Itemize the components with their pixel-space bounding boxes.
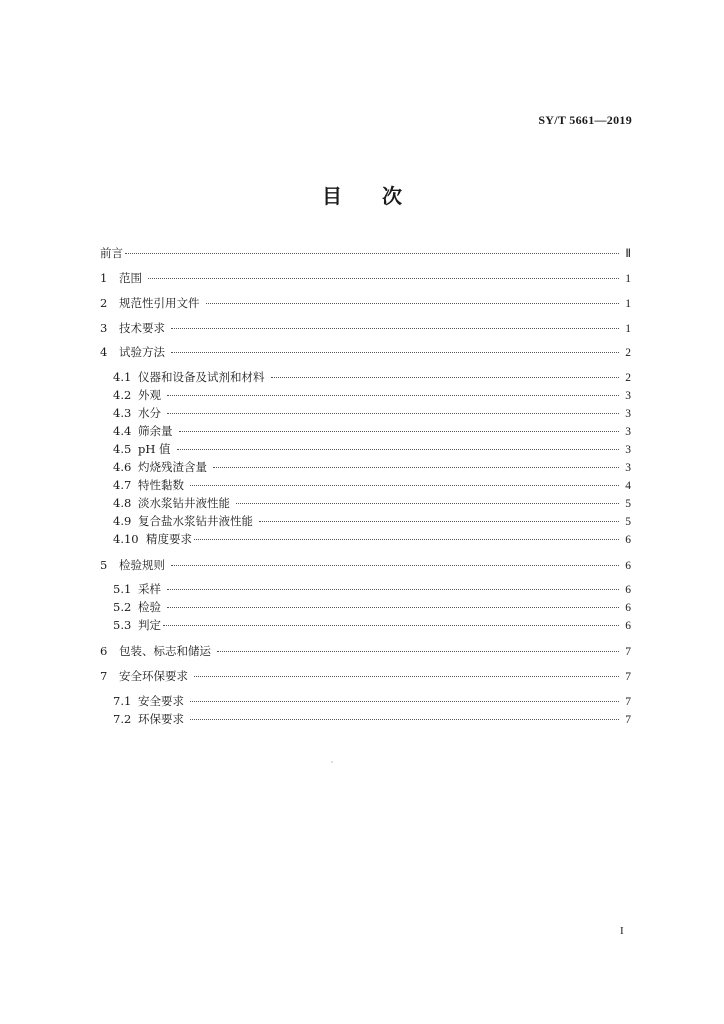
dot-leader	[171, 317, 619, 329]
toc-entry-4-1[interactable]	[113, 369, 631, 385]
dot-leader	[213, 456, 619, 468]
toc-entry-page: 1	[625, 298, 631, 310]
toc-entry-number: 4.9	[113, 514, 132, 528]
toc-entry-number: 4	[100, 345, 108, 359]
toc-entry-page: 5	[625, 516, 631, 528]
toc-entry-label: 筛余量	[138, 424, 173, 438]
toc-entry-number: 6	[100, 644, 108, 658]
page-number: I	[620, 925, 624, 937]
toc-entry-label: 灼烧残渣含量	[138, 460, 207, 474]
toc-entry-4-3[interactable]	[113, 405, 631, 421]
toc-entry-number: 4.6	[113, 460, 132, 474]
toc-entry-number: 2	[100, 296, 108, 310]
toc-entry-label: 包装、标志和储运	[119, 644, 211, 658]
toc-entry-page: 6	[625, 534, 631, 546]
toc-entry-number: 5.2	[113, 600, 132, 614]
toc-entry-label: 水分	[138, 406, 161, 420]
scan-speck	[331, 761, 333, 763]
toc-entry-7[interactable]	[100, 668, 631, 684]
dot-leader	[194, 528, 619, 540]
toc-entry-page: 3	[625, 462, 631, 474]
dot-leader	[171, 554, 619, 566]
dot-leader	[177, 438, 619, 450]
toc-entry-page: 3	[625, 390, 631, 402]
toc-entry-page: 2	[625, 347, 631, 359]
dot-leader	[236, 492, 619, 504]
toc-entry-page: 7	[625, 696, 631, 708]
toc-entry-label: 复合盐水浆钻井液性能	[138, 514, 253, 528]
toc-entry-page: 7	[625, 671, 631, 683]
toc-entry-number: 7.1	[113, 694, 132, 708]
toc-entry-1[interactable]	[100, 270, 631, 286]
toc-entry-number: 4.4	[113, 424, 132, 438]
toc-entry-3[interactable]	[100, 320, 631, 336]
toc-entry-label: 规范性引用文件	[119, 296, 200, 310]
toc-entry-number: 4.3	[113, 406, 132, 420]
toc-entry-label: 仪器和设备及试剂和材料	[138, 370, 265, 384]
toc-entry-number: 7.2	[113, 712, 132, 726]
toc-entry-2[interactable]	[100, 295, 631, 311]
toc-entry-label: 前言	[100, 246, 123, 260]
toc-entry-label: 淡水浆钻井液性能	[138, 496, 230, 510]
toc-entry-page: 3	[625, 426, 631, 438]
dot-leader	[125, 242, 619, 254]
dot-leader	[167, 578, 619, 590]
toc-entry-4-5[interactable]	[113, 441, 631, 457]
toc-entry-number: 5	[100, 558, 108, 572]
toc-entry-4-8[interactable]	[113, 495, 631, 511]
toc-entry-foreword[interactable]	[100, 245, 631, 261]
toc-entry-label: 检验规则	[119, 558, 165, 572]
toc-entry-4-10[interactable]	[113, 531, 631, 547]
toc-entry-5[interactable]	[100, 557, 631, 573]
toc-entry-5-1[interactable]	[113, 581, 631, 597]
dot-leader	[167, 596, 619, 608]
toc-entry-label: 环保要求	[138, 712, 184, 726]
toc-entry-label: 试验方法	[119, 345, 165, 359]
dot-leader	[206, 292, 620, 304]
toc-entry-label: pH 值	[138, 442, 171, 456]
toc-entry-label: 特性黏数	[138, 478, 184, 492]
toc-entry-number: 4.1	[113, 370, 132, 384]
dot-leader	[148, 267, 619, 279]
toc-entry-number: 3	[100, 321, 108, 335]
toc-entry-label: 安全要求	[138, 694, 184, 708]
toc-entry-page: 6	[625, 584, 631, 596]
toc-entry-page: 3	[625, 444, 631, 456]
toc-entry-label: 精度要求	[146, 532, 192, 546]
toc-entry-label: 范围	[119, 271, 142, 285]
toc-entry-4-9[interactable]	[113, 513, 631, 529]
toc-entry-number: 4.2	[113, 388, 132, 402]
dot-leader	[171, 341, 619, 353]
toc-entry-7-2[interactable]	[113, 711, 631, 727]
toc-entry-page: 6	[625, 602, 631, 614]
toc-entry-label: 判定	[138, 618, 161, 632]
dot-leader	[190, 474, 619, 486]
toc-entry-page: 1	[625, 273, 631, 285]
toc-entry-page: 5	[625, 498, 631, 510]
dot-leader	[259, 510, 619, 522]
dot-leader	[163, 614, 619, 626]
toc-entry-page: 7	[625, 646, 631, 658]
toc-entry-page: 1	[625, 323, 631, 335]
toc-entry-label: 检验	[138, 600, 161, 614]
toc-entry-4-7[interactable]	[113, 477, 631, 493]
dot-leader	[167, 402, 619, 414]
page-title: 目次	[322, 184, 442, 208]
toc-entry-4-2[interactable]	[113, 387, 631, 403]
toc-entry-label: 外观	[138, 388, 161, 402]
toc-entry-number: 7	[100, 669, 108, 683]
toc-entry-page: 3	[625, 408, 631, 420]
toc-entry-7-1[interactable]	[113, 693, 631, 709]
toc-entry-number: 5.3	[113, 618, 132, 632]
toc-entry-4[interactable]	[100, 344, 631, 360]
toc-entry-page: 6	[625, 620, 631, 632]
toc-entry-label: 采样	[138, 582, 161, 596]
dot-leader	[217, 640, 619, 652]
toc-entry-6[interactable]	[100, 643, 631, 659]
dot-leader	[167, 384, 619, 396]
toc-entry-number: 4.5	[113, 442, 132, 456]
dot-leader	[179, 420, 620, 432]
toc-entry-number: 1	[100, 271, 108, 285]
toc-entry-label: 安全环保要求	[119, 669, 188, 683]
dot-leader	[194, 665, 619, 677]
toc-entry-number: 4.8	[113, 496, 132, 510]
toc-entry-number: 5.1	[113, 582, 132, 596]
toc-entry-label: 技术要求	[119, 321, 165, 335]
toc-entry-page: 4	[625, 480, 631, 492]
dot-leader	[271, 366, 620, 378]
toc-entry-page: 6	[625, 560, 631, 572]
dot-leader	[190, 690, 619, 702]
toc-entry-page: Ⅱ	[625, 248, 631, 260]
toc-entry-number: 4.7	[113, 478, 132, 492]
toc-entry-5-3[interactable]	[113, 617, 631, 633]
toc-entry-number: 4.10	[113, 532, 139, 546]
toc-entry-4-4[interactable]	[113, 423, 631, 439]
toc-entry-4-6[interactable]	[113, 459, 631, 475]
toc-entry-5-2[interactable]	[113, 599, 631, 615]
dot-leader	[190, 708, 619, 720]
toc-entry-page: 2	[625, 372, 631, 384]
standard-code: SY/T 5661—2019	[538, 113, 632, 127]
toc-entry-page: 7	[625, 714, 631, 726]
